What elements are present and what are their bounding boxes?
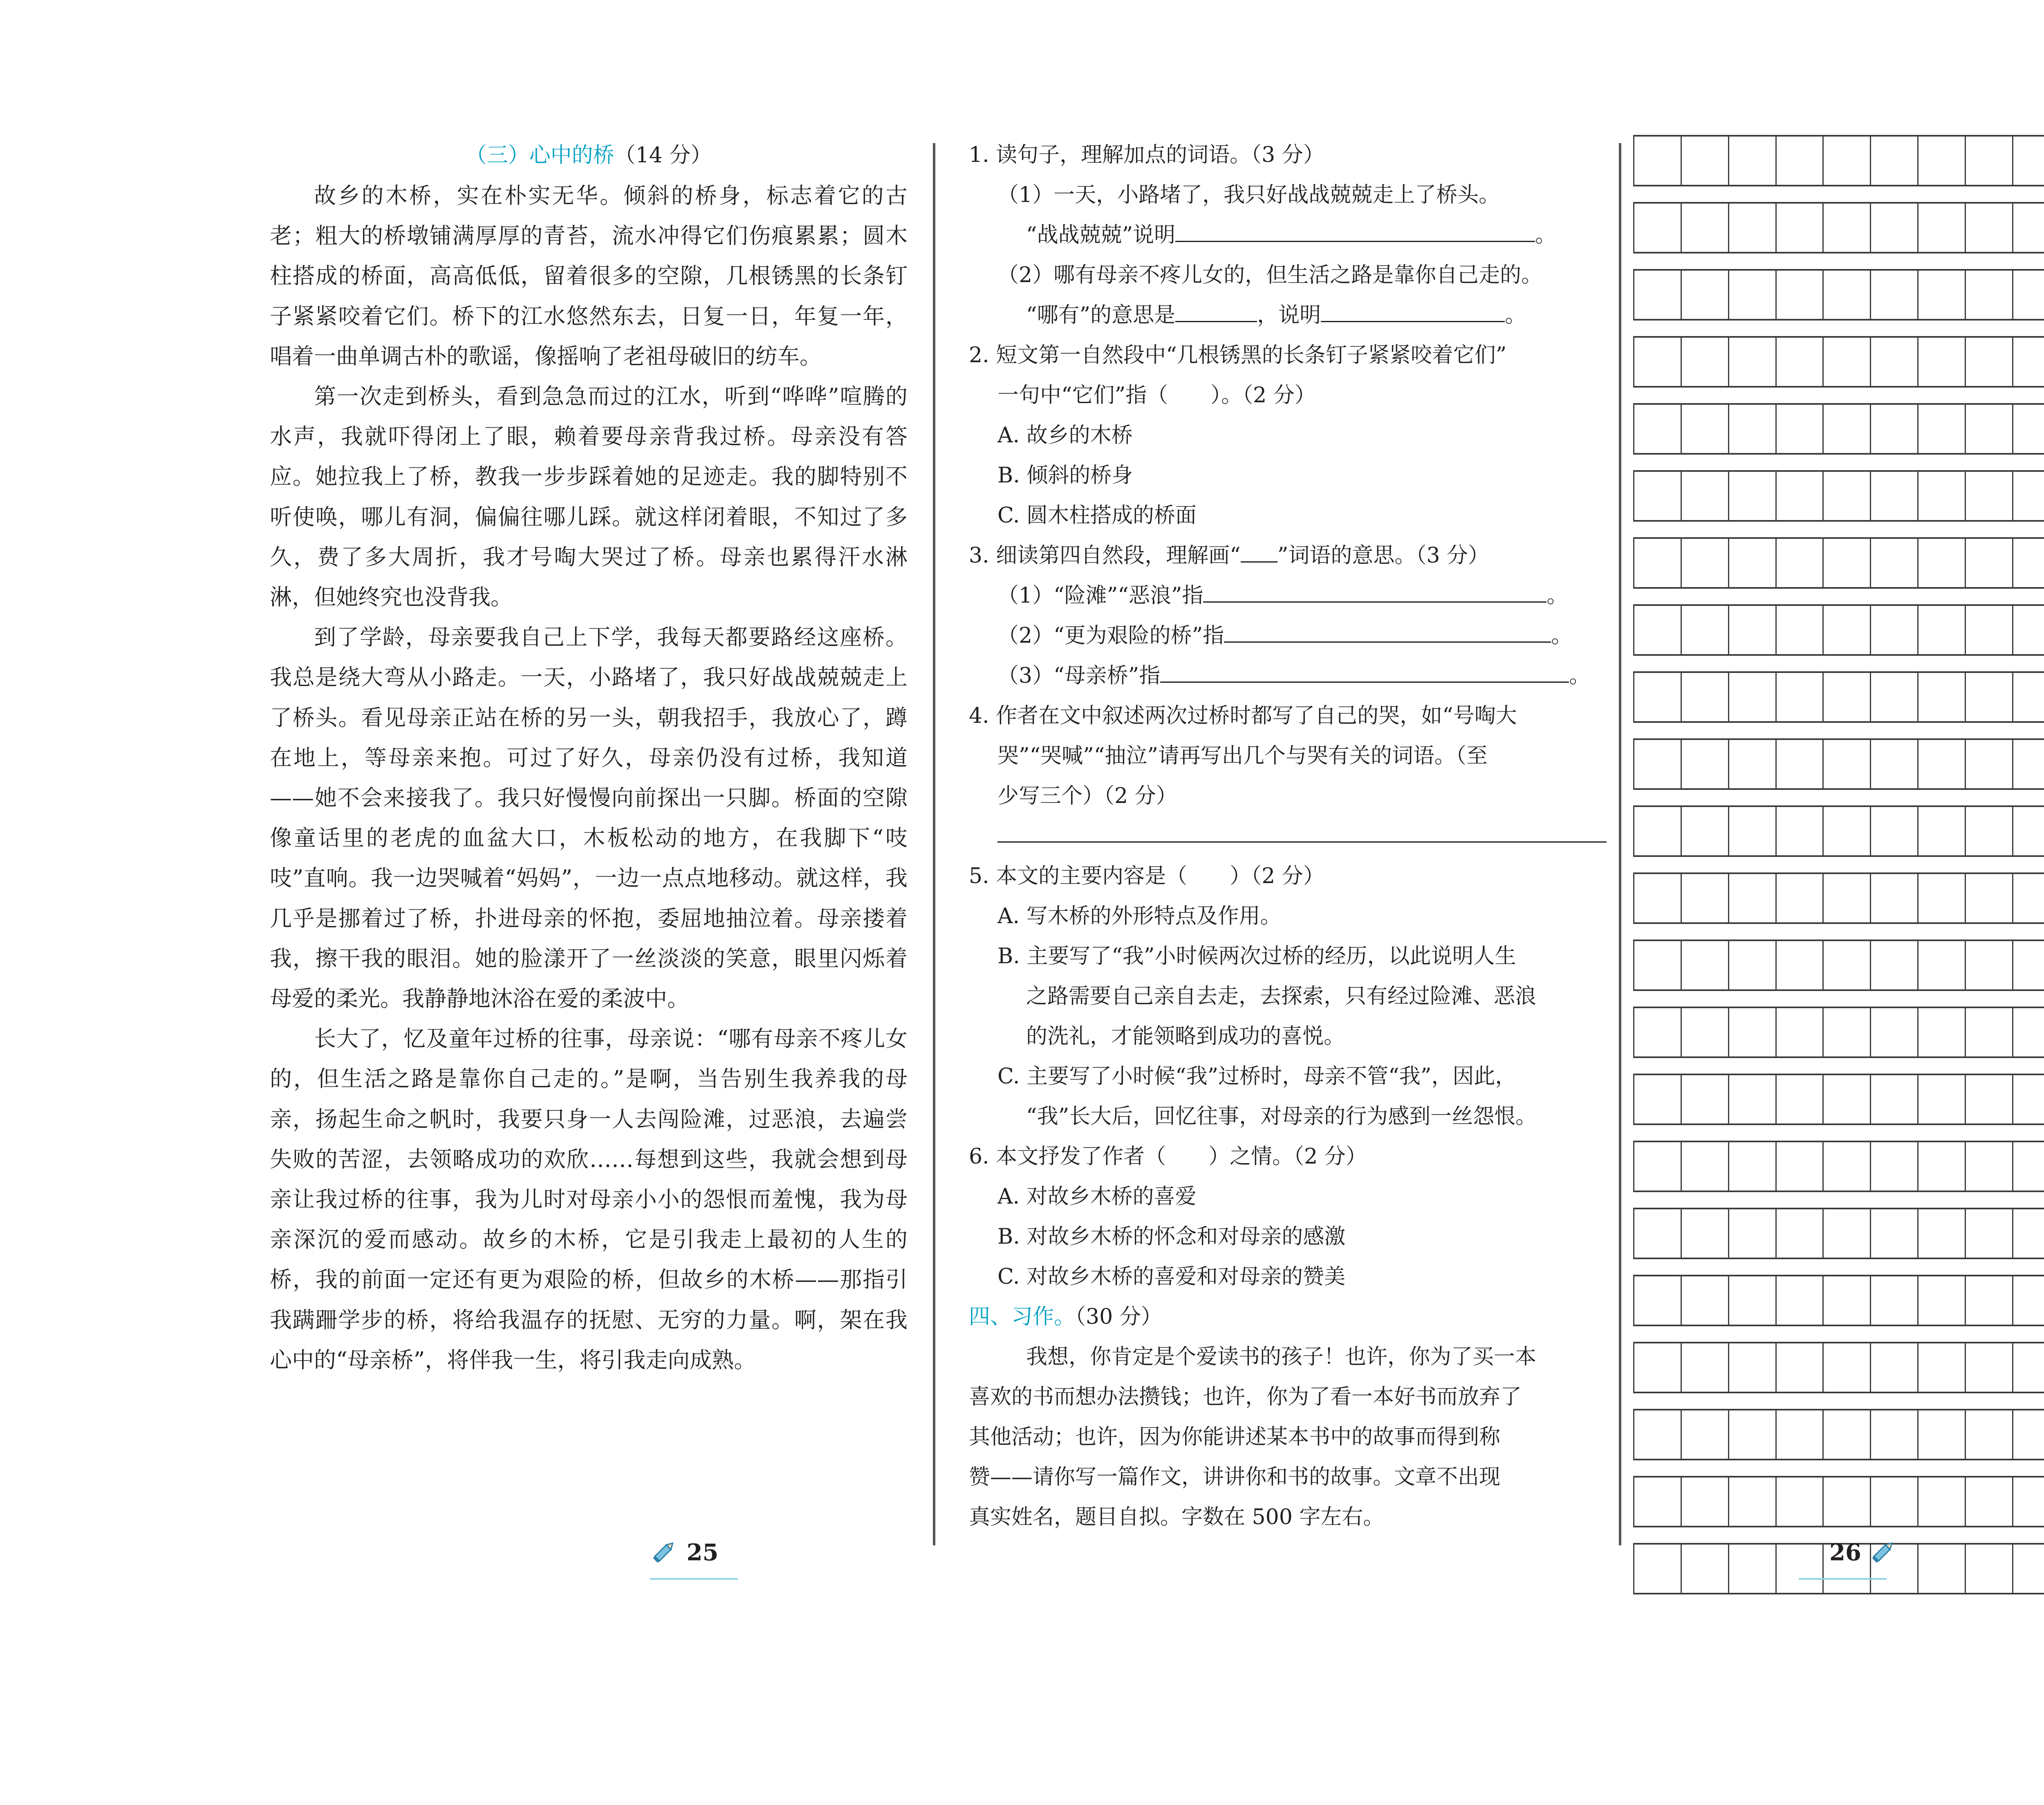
grid-cell[interactable] — [1633, 204, 1681, 252]
grid-cell[interactable] — [1965, 874, 2012, 922]
question-4-line-1: 4. 作者在文中叙述两次过桥时都写了自己的哭，如“号啕大 — [969, 704, 1517, 728]
grid-cell[interactable] — [1917, 1075, 1965, 1123]
question-1-answer-1 — [969, 215, 1611, 255]
grid-cell[interactable] — [1633, 1008, 1681, 1056]
answer-blank[interactable] — [1175, 224, 1535, 242]
grid-cell[interactable] — [1965, 1343, 2012, 1392]
grid-cell[interactable] — [1728, 271, 1775, 319]
grid-cell[interactable] — [1822, 539, 1870, 587]
grid-cell[interactable] — [1965, 539, 2012, 587]
grid-cell[interactable] — [1728, 204, 1775, 252]
grid-cell[interactable] — [1728, 673, 1775, 721]
grid-cell[interactable] — [1633, 1410, 1681, 1459]
page-number-text: 25 — [686, 1539, 719, 1566]
grid-row — [1633, 537, 2044, 589]
grid-cell[interactable] — [2012, 941, 2044, 989]
grid-cell[interactable] — [1633, 1142, 1681, 1191]
grid-cell[interactable] — [1822, 1343, 1870, 1392]
question-4-answer-line[interactable] — [969, 816, 1611, 856]
grid-cell[interactable] — [1681, 204, 1728, 252]
essay-prompt-line-4: 赞——请你写一篇作文，讲讲你和书的故事。文章不出现 — [969, 1465, 1501, 1489]
grid-cell[interactable] — [1917, 807, 1965, 855]
grid-cell[interactable] — [2012, 740, 2044, 788]
question-6: 6. 本文抒发了作者（ ）之情。（2 分） — [969, 1144, 1367, 1169]
grid-cell[interactable] — [1728, 1209, 1775, 1258]
grid-cell[interactable] — [1728, 1545, 1775, 1593]
grid-cell[interactable] — [1870, 405, 1917, 453]
grid-cell[interactable] — [2012, 338, 2044, 386]
grid-cell[interactable] — [1822, 271, 1870, 319]
paragraph-3: 到了学龄，母亲要我自己上下学，我每天都要路经这座桥。我总是绕大弯从小路走。一天，小路堵了，我只好战战兢兢走上了桥头。看见母亲正站在桥的另一头，朝我招手，我放心了，蹲在地上，等母亲来抱。可过了好久，母亲仍没有过桥，我知道——她不会来接我了。我只好慢慢向前探出一只脚。桥面的空隙像童话里的老虎的血盆大口，木板松动的地方，在我脚下“吱吱”直响。我一边哭喊着“妈妈”，一边一点点地移动。就这样，我几乎是挪着过了桥，扑进母亲的怀抱，委屈地抽泣着。母亲搂着我，擦干我的眼泪。她的脸漾开了一丝淡淡的笑意，眼里闪烁着母爱的柔光。我静静地沐浴在爱的柔波中。 — [270, 624, 908, 1012]
grid-cell[interactable] — [1728, 338, 1775, 386]
grid-cell[interactable] — [1775, 1343, 1823, 1392]
grid-cell[interactable] — [1917, 1478, 1965, 1526]
grid-cell[interactable] — [1728, 1075, 1775, 1123]
grid-cell[interactable] — [1822, 472, 1870, 520]
grid-cell[interactable] — [2012, 405, 2044, 453]
grid-cell[interactable] — [1681, 1343, 1728, 1392]
grid-cell[interactable] — [1822, 1478, 1870, 1526]
period: 。 — [1546, 583, 1568, 608]
grid-cell[interactable] — [1728, 539, 1775, 587]
question-6-option-b: B. 对故乡木桥的怀念和对母亲的感激 — [997, 1224, 1346, 1249]
grid-cell[interactable] — [1681, 673, 1728, 721]
dotted-word: 战战兢兢 • • • • — [1287, 183, 1372, 207]
grid-cell[interactable] — [1917, 539, 1965, 587]
grid-row — [1633, 939, 2044, 991]
grid-cell[interactable] — [1822, 338, 1870, 386]
grid-cell[interactable] — [1822, 807, 1870, 855]
grid-cell[interactable] — [1965, 1209, 2012, 1258]
question-3-item-1 — [969, 576, 1611, 616]
grid-cell[interactable] — [1633, 539, 1681, 587]
grid-cell[interactable] — [1681, 606, 1728, 654]
answer-blank[interactable] — [1175, 305, 1257, 322]
grid-cell[interactable] — [1775, 1075, 1823, 1123]
grid-cell[interactable] — [1917, 1545, 1965, 1593]
grid-cell[interactable] — [1965, 137, 2012, 185]
grid-cell[interactable] — [2012, 1276, 2044, 1325]
grid-cell[interactable] — [1681, 941, 1728, 989]
question-6-option-c: C. 对故乡木桥的喜爱和对母亲的赞美 — [997, 1265, 1345, 1289]
grid-cell[interactable] — [1870, 606, 1917, 654]
grid-cell[interactable] — [1917, 1276, 1965, 1325]
grid-cell[interactable] — [1917, 204, 1965, 252]
grid-cell[interactable] — [1633, 740, 1681, 788]
grid-cell[interactable] — [1917, 1343, 1965, 1392]
answer-blank[interactable] — [1224, 625, 1551, 643]
grid-cell[interactable] — [1822, 1410, 1870, 1459]
grid-cell[interactable] — [1917, 673, 1965, 721]
grid-row — [1633, 1342, 2044, 1393]
grid-cell[interactable] — [1681, 807, 1728, 855]
grid-cell[interactable] — [1681, 1410, 1728, 1459]
grid-cell[interactable] — [1870, 807, 1917, 855]
grid-cell[interactable] — [1965, 472, 2012, 520]
grid-cell[interactable] — [2012, 1545, 2044, 1593]
grid-cell[interactable] — [1965, 1276, 2012, 1325]
grid-cell[interactable] — [1870, 941, 1917, 989]
grid-cell[interactable] — [1965, 606, 2012, 654]
grid-cell[interactable] — [1870, 740, 1917, 788]
grid-cell[interactable] — [2012, 1478, 2044, 1526]
pencil-icon — [1869, 1537, 1898, 1572]
grid-cell[interactable] — [1965, 807, 2012, 855]
essay-prompt-line-5: 真实姓名，题目自拟。字数在 500 字左右。 — [969, 1505, 1385, 1529]
q1-2-answer-label: “哪有”的意思是 — [1026, 303, 1176, 327]
grid-cell[interactable] — [1775, 807, 1823, 855]
grid-cell[interactable] — [1775, 1142, 1823, 1191]
q1-1-answer-label: “战战兢兢”说明 — [1026, 223, 1176, 247]
grid-cell[interactable] — [1681, 1008, 1728, 1056]
underline-sample — [1241, 545, 1278, 563]
grid-row — [1633, 1208, 2044, 1259]
grid-cell[interactable] — [1870, 338, 1917, 386]
q1-1-suffix: 走上了桥头。 — [1372, 183, 1500, 207]
question-2-option-c: C. 圆木柱搭成的桥面 — [997, 503, 1197, 528]
grid-cell[interactable] — [1775, 740, 1823, 788]
page-number-right — [1829, 1537, 1898, 1572]
grid-cell[interactable] — [1728, 472, 1775, 520]
page-number-left — [650, 1537, 718, 1572]
part-4-heading — [969, 1297, 1611, 1337]
grid-cell[interactable] — [2012, 1142, 2044, 1191]
grid-cell[interactable] — [1633, 338, 1681, 386]
essay-prompt-line-2: 喜欢的书而想办法攒钱；也许，你为了看一本好书而放弃了 — [969, 1385, 1522, 1409]
answer-blank[interactable] — [1321, 305, 1505, 322]
grid-cell[interactable] — [2012, 807, 2044, 855]
question-2-option-b: B. 倾斜的桥身 — [997, 463, 1133, 488]
pencil-icon — [650, 1537, 679, 1572]
grid-cell[interactable] — [1965, 405, 2012, 453]
period: 。 — [1505, 303, 1526, 327]
grid-row — [1633, 872, 2044, 924]
grid-cell[interactable] — [1775, 1008, 1823, 1056]
grid-row — [1633, 403, 2044, 455]
grid-cell[interactable] — [1681, 874, 1728, 922]
grid-cell[interactable] — [1775, 271, 1823, 319]
grid-row — [1633, 1007, 2044, 1058]
grid-cell[interactable] — [1728, 874, 1775, 922]
grid-cell[interactable] — [1775, 941, 1823, 989]
grid-cell[interactable] — [1870, 472, 1917, 520]
grid-cell[interactable] — [1870, 1478, 1917, 1526]
q3-text-b: ”词语的意思。（3 分） — [1277, 543, 1489, 568]
questions-column — [969, 135, 1611, 1537]
grid-cell[interactable] — [1822, 405, 1870, 453]
grid-cell[interactable] — [1775, 606, 1823, 654]
period: 。 — [1551, 623, 1573, 648]
grid-cell[interactable] — [1822, 1276, 1870, 1325]
grid-cell[interactable] — [1633, 874, 1681, 922]
grid-cell[interactable] — [1870, 271, 1917, 319]
grid-cell[interactable] — [2012, 204, 2044, 252]
grid-cell[interactable] — [1870, 1075, 1917, 1123]
grid-cell[interactable] — [1775, 1410, 1823, 1459]
grid-cell[interactable] — [1917, 606, 1965, 654]
grid-cell[interactable] — [1822, 740, 1870, 788]
grid-cell[interactable] — [1917, 405, 1965, 453]
question-2-option-a: A. 故乡的木桥 — [997, 423, 1133, 448]
grid-row — [1633, 135, 2044, 186]
grid-cell[interactable] — [2012, 606, 2044, 654]
question-5-option-a: A. 写木桥的外形特点及作用。 — [997, 904, 1282, 928]
grid-row — [1633, 1409, 2044, 1460]
grid-cell[interactable] — [1917, 1008, 1965, 1056]
grid-cell[interactable] — [1681, 472, 1728, 520]
page-number-text: 26 — [1829, 1539, 1861, 1566]
period: 。 — [1569, 664, 1591, 688]
q3-text-a: 3. 细读第四自然段，理解画“ — [969, 543, 1241, 568]
grid-cell[interactable] — [1870, 1209, 1917, 1258]
grid-cell[interactable] — [1728, 405, 1775, 453]
grid-row — [1633, 805, 2044, 857]
grid-cell[interactable] — [1681, 338, 1728, 386]
q3-3-label: （3）“母亲桥”指 — [997, 664, 1161, 688]
grid-cell[interactable] — [2012, 1075, 2044, 1123]
grid-cell[interactable] — [1633, 1545, 1681, 1593]
grid-row — [1633, 202, 2044, 253]
grid-cell[interactable] — [1633, 807, 1681, 855]
grid-cell[interactable] — [1775, 539, 1823, 587]
grid-cell[interactable] — [1728, 1276, 1775, 1325]
grid-cell[interactable] — [2012, 472, 2044, 520]
essay-prompt-line-1: 我想，你肯定是个爱读书的孩子！也许，你为了买一本 — [1026, 1345, 1537, 1369]
grid-cell[interactable] — [1965, 941, 2012, 989]
question-6-option-a: A. 对故乡木桥的喜爱 — [997, 1184, 1197, 1209]
grid-cell[interactable] — [1822, 1075, 1870, 1123]
q1-1-prefix: （1）一天，小路堵了，我只好 — [997, 183, 1288, 207]
question-1-sentence-2: （2）哪有母亲不疼儿女的，但生活之路是靠你自己走的。 — [997, 263, 1543, 287]
question-2-line-1: 2. 短文第一自然段中“几根锈黑的长条钉子紧紧咬着它们” — [969, 343, 1507, 368]
grid-cell[interactable] — [1965, 1142, 2012, 1191]
grid-cell[interactable] — [1822, 941, 1870, 989]
grid-cell[interactable] — [1728, 941, 1775, 989]
grid-cell[interactable] — [1681, 740, 1728, 788]
grid-cell[interactable] — [1681, 1276, 1728, 1325]
grid-cell[interactable] — [1775, 1276, 1823, 1325]
grid-cell[interactable] — [1633, 1478, 1681, 1526]
grid-cell[interactable] — [1965, 271, 2012, 319]
grid-cell[interactable] — [1775, 673, 1823, 721]
grid-cell[interactable] — [1633, 606, 1681, 654]
grid-row — [1633, 604, 2044, 656]
grid-cell[interactable] — [1870, 539, 1917, 587]
grid-row — [1633, 1275, 2044, 1326]
q3-2-label: （2）“更为艰险的桥”指 — [997, 623, 1224, 648]
q1-2-answer-label-b: ，说明 — [1257, 303, 1321, 327]
part-4-score: （30 分） — [1075, 1305, 1162, 1329]
grid-cell[interactable] — [2012, 1343, 2044, 1392]
grid-cell[interactable] — [1633, 1075, 1681, 1123]
grid-cell[interactable] — [1633, 1343, 1681, 1392]
question-1-sentence-1 — [969, 175, 1611, 215]
grid-cell[interactable] — [1917, 271, 1965, 319]
grid-cell[interactable] — [1775, 874, 1823, 922]
grid-cell[interactable] — [1633, 137, 1681, 185]
grid-cell[interactable] — [1870, 204, 1917, 252]
grid-cell[interactable] — [1728, 606, 1775, 654]
grid-cell[interactable] — [1965, 673, 2012, 721]
grid-cell[interactable] — [2012, 539, 2044, 587]
page-number-underline — [650, 1578, 738, 1580]
grid-cell[interactable] — [1681, 539, 1728, 587]
grid-cell[interactable] — [1728, 1343, 1775, 1392]
grid-cell[interactable] — [1870, 137, 1917, 185]
question-5-option-b-2: 之路需要自己亲自去走，去探索，只有经过险滩、恶浪 — [1026, 984, 1537, 1009]
grid-cell[interactable] — [1681, 137, 1728, 185]
grid-cell[interactable] — [1681, 1209, 1728, 1258]
grid-cell[interactable] — [1917, 1410, 1965, 1459]
grid-cell[interactable] — [1728, 1478, 1775, 1526]
grid-row — [1633, 470, 2044, 522]
grid-cell[interactable] — [1822, 1209, 1870, 1258]
column-divider-left — [933, 143, 935, 1545]
grid-cell[interactable] — [2012, 874, 2044, 922]
answer-blank[interactable] — [1160, 665, 1569, 683]
column-divider-right — [1619, 143, 1621, 1545]
part-4-title: 四、习作。 — [969, 1305, 1076, 1329]
grid-cell[interactable] — [1870, 874, 1917, 922]
section-title — [270, 135, 908, 176]
grid-cell[interactable] — [1822, 606, 1870, 654]
grid-cell[interactable] — [2012, 271, 2044, 319]
grid-cell[interactable] — [1681, 271, 1728, 319]
section-score: （14 分） — [614, 143, 712, 168]
grid-cell[interactable] — [1965, 1075, 2012, 1123]
grid-cell[interactable] — [2012, 1209, 2044, 1258]
grid-cell[interactable] — [1917, 338, 1965, 386]
question-5-option-b-3: 的洗礼，才能领略到成功的喜悦。 — [1026, 1024, 1345, 1049]
grid-row — [1633, 738, 2044, 790]
question-4-line-3: 少写三个）（2 分） — [997, 784, 1177, 808]
grid-row — [1633, 671, 2044, 723]
grid-cell[interactable] — [1633, 405, 1681, 453]
question-3-item-3 — [969, 656, 1611, 696]
grid-row — [1633, 1141, 2044, 1192]
grid-cell[interactable] — [1633, 1276, 1681, 1325]
grid-cell[interactable] — [1775, 1478, 1823, 1526]
grid-cell[interactable] — [1965, 1478, 2012, 1526]
grid-cell[interactable] — [1681, 1545, 1728, 1593]
question-4-line-2: 哭”“哭喊”“抽泣”请再写出几个与哭有关的词语。（至 — [997, 744, 1488, 768]
page-number-underline — [1799, 1578, 1887, 1580]
grid-cell[interactable] — [1633, 271, 1681, 319]
grid-cell[interactable] — [1965, 338, 2012, 386]
paragraph-4: 长大了，忆及童年过桥的往事，母亲说：“哪有母亲不疼儿女的，但生活之路是靠你自己走的。”是啊，当告别生我养我的母亲，扬起生命之帆时，我要只身一人去闯险滩，过恶浪，去遍尝失败的苦涩，去领略成功的欢欣……每想到这些，我就会想到母亲让我过桥的往事，我为儿时对母亲小小的怨恨而羞愧，我为母亲深沉的爱而感动。故乡的木桥，它是引我走上最初的人生的桥，我的前面一定还有更为艰险的桥，但故乡的木桥——那指引我蹒跚学步的桥，将给我温存的抚慰、无穷的力量。啊，架在我心中的“母亲桥”，将伴我一生，将引我走向成熟。 — [270, 1026, 908, 1373]
question-3-item-2 — [969, 616, 1611, 656]
grid-cell[interactable] — [1870, 673, 1917, 721]
grid-cell[interactable] — [1917, 941, 1965, 989]
grid-cell[interactable] — [1775, 137, 1823, 185]
grid-cell[interactable] — [2012, 137, 2044, 185]
grid-cell[interactable] — [2012, 1410, 2044, 1459]
grid-row — [1633, 1074, 2044, 1125]
grid-cell[interactable] — [1728, 1410, 1775, 1459]
grid-cell[interactable] — [1917, 740, 1965, 788]
grid-cell[interactable] — [2012, 1008, 2044, 1056]
grid-row — [1633, 269, 2044, 321]
grid-cell[interactable] — [1965, 204, 2012, 252]
grid-cell[interactable] — [2012, 673, 2044, 721]
grid-cell[interactable] — [1775, 204, 1823, 252]
grid-cell[interactable] — [1965, 740, 2012, 788]
section-title-text: （三）心中的桥 — [465, 143, 614, 168]
grid-cell[interactable] — [1965, 1008, 2012, 1056]
grid-cell[interactable] — [1728, 740, 1775, 788]
grid-cell[interactable] — [1965, 1545, 2012, 1593]
grid-cell[interactable] — [1870, 1008, 1917, 1056]
question-5-option-b-1: B. 主要写了“我”小时候两次过桥的经历，以此说明人生 — [997, 944, 1516, 969]
grid-cell[interactable] — [1822, 1142, 1870, 1191]
grid-cell[interactable] — [1917, 1142, 1965, 1191]
grid-cell[interactable] — [1633, 472, 1681, 520]
question-5-option-c-2: “我”长大后，回忆往事，对母亲的行为感到一丝怨恨。 — [1026, 1104, 1537, 1129]
grid-cell[interactable] — [1870, 1142, 1917, 1191]
question-1: 1. 读句子，理解加点的词语。（3 分） — [969, 143, 1325, 167]
grid-cell[interactable] — [1870, 1276, 1917, 1325]
grid-cell[interactable] — [1775, 472, 1823, 520]
grid-cell[interactable] — [1728, 807, 1775, 855]
paragraph-2: 第一次走到桥头，看到急急而过的江水，听到“哗哗”喧腾的水声，我就吓得闭上了眼，赖着要母亲背我过桥。母亲没有答应。她拉我上了桥，教我一步步踩着她的足迹走。我的脚特别不听使唤，哪儿有洞，偏偏往哪儿踩。就这样闭着眼，不知过了多久，费了多大周折，我才号啕大哭过了桥。母亲也累得汗水淋淋，但她终究也没背我。 — [270, 383, 908, 610]
grid-cell[interactable] — [1633, 1209, 1681, 1258]
grid-cell[interactable] — [1822, 137, 1870, 185]
reading-passage-column — [270, 135, 908, 1380]
essay-prompt-line-3: 其他活动；也许，因为你能讲述某本书中的故事而得到称 — [969, 1425, 1501, 1449]
grid-cell[interactable] — [1917, 137, 1965, 185]
question-5: 5. 本文的主要内容是（ ）（2 分） — [969, 864, 1325, 888]
answer-blank[interactable] — [1203, 585, 1546, 603]
composition-grid[interactable] — [1633, 135, 2044, 1610]
question-1-answer-2 — [969, 295, 1611, 335]
grid-cell[interactable] — [1633, 673, 1681, 721]
grid-cell[interactable] — [1775, 1545, 1823, 1593]
grid-cell[interactable] — [1681, 405, 1728, 453]
grid-cell[interactable] — [1681, 1075, 1728, 1123]
period: 。 — [1535, 223, 1557, 247]
grid-cell[interactable] — [1728, 137, 1775, 185]
grid-cell[interactable] — [1775, 1209, 1823, 1258]
grid-cell[interactable] — [1870, 1343, 1917, 1392]
grid-cell[interactable] — [1822, 1008, 1870, 1056]
grid-cell[interactable] — [1728, 1008, 1775, 1056]
grid-cell[interactable] — [1681, 1478, 1728, 1526]
grid-cell[interactable] — [1681, 1142, 1728, 1191]
question-3 — [969, 536, 1611, 576]
question-2-line-2: 一句中“它们”指（ ）。（2 分） — [997, 383, 1316, 408]
grid-cell[interactable] — [1775, 405, 1823, 453]
grid-cell[interactable] — [1822, 874, 1870, 922]
grid-cell[interactable] — [1965, 1410, 2012, 1459]
grid-cell[interactable] — [1633, 941, 1681, 989]
grid-cell[interactable] — [1870, 1410, 1917, 1459]
grid-cell[interactable] — [1822, 204, 1870, 252]
grid-cell[interactable] — [1917, 1209, 1965, 1258]
grid-cell[interactable] — [1775, 338, 1823, 386]
grid-cell[interactable] — [1917, 874, 1965, 922]
grid-row — [1633, 336, 2044, 388]
grid-cell[interactable] — [1917, 472, 1965, 520]
grid-cell[interactable] — [1728, 1142, 1775, 1191]
grid-row — [1633, 1476, 2044, 1527]
question-5-option-c-1: C. 主要写了小时候“我”过桥时，母亲不管“我”，因此， — [997, 1064, 1517, 1089]
paragraph-1: 故乡的木桥，实在朴实无华。倾斜的桥身，标志着它的古老；粗大的桥墩铺满厚厚的青苔，流水冲得它们伤痕累累；圆木柱搭成的桥面，高高低低，留着很多的空隙，几根锈黑的长条钉子紧紧咬着它们。桥下的江水悠然东去，日复一日，年复一年，唱着一曲单调古朴的歌谣，像摇响了老祖母破旧的纺车。 — [270, 183, 908, 369]
grid-cell[interactable] — [1822, 673, 1870, 721]
q3-1-label: （1）“险滩”“恶浪”指 — [997, 583, 1204, 608]
